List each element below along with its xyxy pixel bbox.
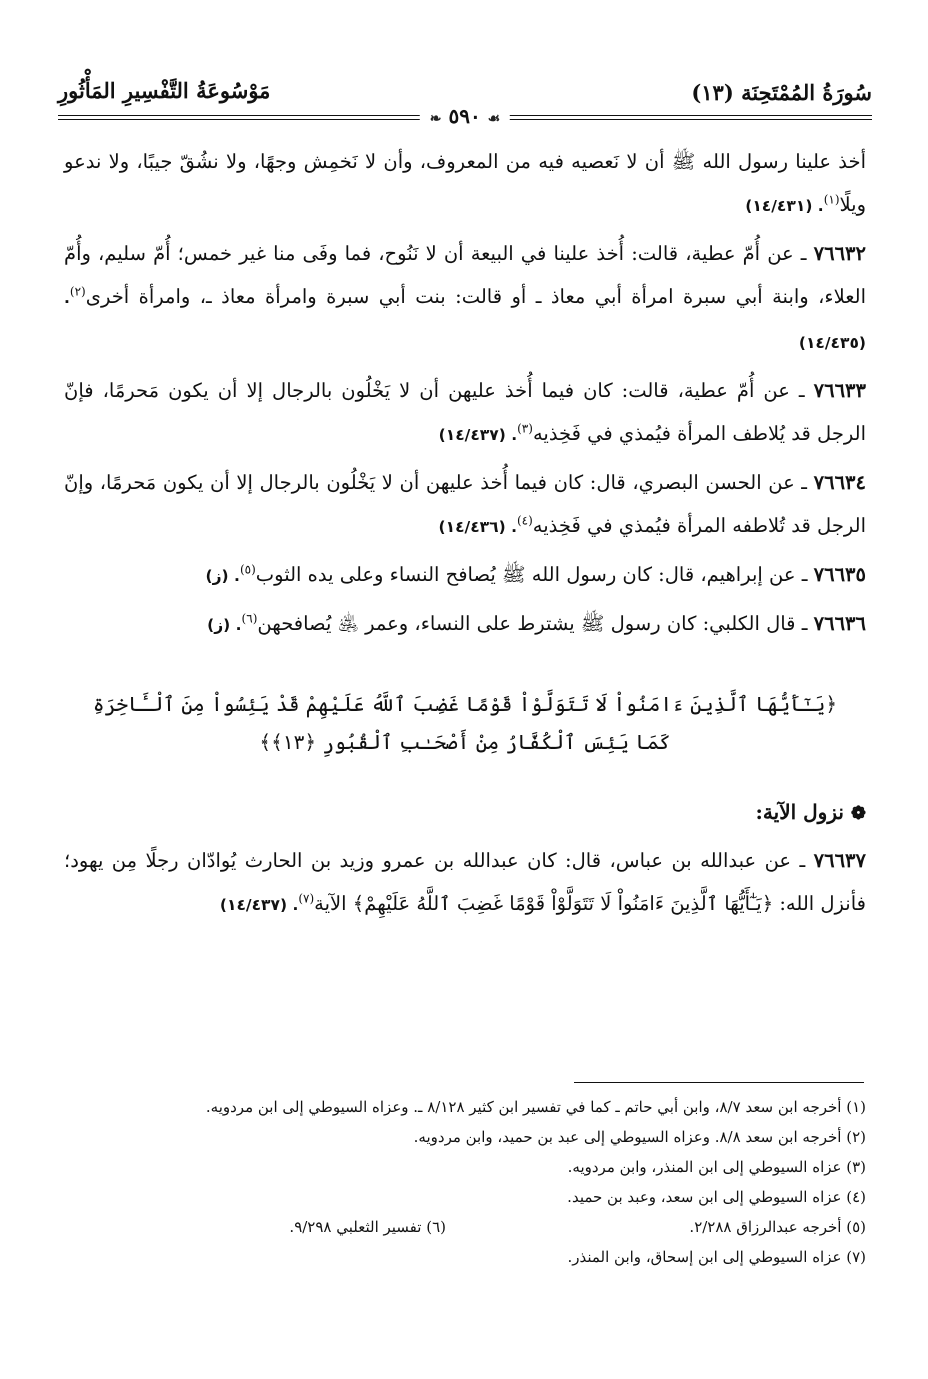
narration-number: ٧٦٦٣٤ <box>813 471 866 494</box>
footnote-7: (٧) عزاه السيوطي إلى ابن إسحاق، وابن المنذر. <box>567 1248 866 1266</box>
footnote-separator <box>574 1082 864 1083</box>
page-header <box>58 74 872 128</box>
footnote-marker[interactable]: (٥) <box>239 562 256 577</box>
paragraph-text: ـ عن إبراهيم، قال: كان رسول الله ﷺ يُصافح النساء وعلى يده الثوب <box>255 563 814 586</box>
footnote-marker[interactable]: (٤) <box>516 513 533 528</box>
quran-verse <box>64 685 866 761</box>
source-reference: . (١٤/٤٣٧) <box>219 896 299 914</box>
paragraph-text: ـ عن الحسن البصري، قال: كان فيما أُخذ عليهن أن لا يَخْلُون بالرجال إلا أن يكون مَحرمًا، وإنّ الرجل قد تُلاطفه المرأة فيُمذي في فَخِذيه <box>64 471 866 537</box>
source-reference: . (١٤/٤٣٧) <box>438 426 518 444</box>
book-title: مَوْسُوعَةُ التَّفْسِيرِ المَأْثُورِ <box>58 78 271 103</box>
narration-number: ٧٦٦٣٢ <box>813 242 866 265</box>
footnote-marker[interactable]: (٣) <box>517 421 533 436</box>
narration-number: ٧٦٦٣٥ <box>813 563 866 586</box>
footnote-5: (٥) أخرجه عبدالرزاق ٢/٢٨٨. <box>689 1218 866 1236</box>
narration-number: ٧٦٦٣٦ <box>813 612 866 635</box>
surah-title: سُورَةُ المُمْتَحِنَة (١٣) <box>691 80 872 105</box>
section-title: نزول الآية: <box>755 800 844 824</box>
footnote-marker[interactable]: (٦) <box>241 611 258 626</box>
source-reference: . (ز) <box>207 616 242 634</box>
paragraph-text: ـ قال الكلبي: كان رسول ﷺ يشترط على النساء، وعمر ﵁ يُصافحهن <box>257 612 814 635</box>
page-number: ٥٩٠ <box>448 104 481 128</box>
narration-paragraph <box>64 602 866 647</box>
source-reference: . (١٤/٤٣٦) <box>438 518 517 536</box>
footnote-2: (٢) أخرجه ابن سعد ٨/٨. وعزاه السيوطي إلى عبد بن حميد، وابن مردويه. <box>413 1128 866 1146</box>
section-heading <box>64 791 866 835</box>
paragraph-continued <box>64 140 866 228</box>
verse-line-2: كَمَا يَئِسَ ٱلْكُفَّارُ مِنْ أَصْحَـٰبِ ٱلْقُبُورِ ﴿١٣﴾﴾ <box>259 730 671 754</box>
ornament-icon: ❧ <box>429 111 442 127</box>
footnote-marker[interactable]: (٢) <box>69 284 86 299</box>
flower-ornament-icon: ❁ <box>850 803 866 824</box>
source-reference: . (١٤/٤٣٥) <box>64 289 866 352</box>
narration-paragraph <box>64 232 866 365</box>
source-reference: . (ز) <box>205 567 240 585</box>
paragraph-text: ـ عن أُمّ عطية، قالت: أُخذ علينا في البيعة أن لا نَنُوح، فما وفَى منا غير خمس؛ أُمّ سليم، وأُمّ العلاء، وابنة أبي سبرة امرأة أبي معاذ ـ أو قالت: بنت أبي سبرة وامرأة معاذ ـ، وامرأة أخرى <box>64 242 866 308</box>
narration-paragraph <box>64 839 866 927</box>
page-number-box <box>420 104 510 128</box>
footnote-marker[interactable]: (١) <box>823 192 840 207</box>
main-text <box>64 140 866 931</box>
footnote-row <box>64 1212 866 1242</box>
narration-paragraph <box>64 369 866 457</box>
narration-paragraph <box>64 553 866 598</box>
narration-number: ٧٦٦٣٣ <box>813 379 866 402</box>
footnote-3: (٣) عزاه السيوطي إلى ابن المنذر، وابن مردويه. <box>567 1158 866 1176</box>
ornament-icon: ☙ <box>487 111 501 127</box>
paragraph-text: أخذ علينا رسول الله ﷺ أن لا نَعصيه فيه من المعروف، وأن لا نَخمِش وجهًا، ولا نشُقّ جيبًا، ولا ندعو ويلًا <box>64 150 866 216</box>
footnotes <box>64 1092 866 1272</box>
footnote-4: (٤) عزاه السيوطي إلى ابن سعد، وعبد بن حميد. <box>567 1188 866 1206</box>
footnote-marker[interactable]: (٧) <box>298 891 315 906</box>
source-reference: . (١٤/٤٣١) <box>745 197 824 215</box>
footnote-6: (٦) تفسير الثعلبي ٩/٢٩٨. <box>289 1218 446 1236</box>
paragraph-text: ـ عن عبدالله بن عباس، قال: كان عبدالله بن عمرو وزيد بن الحارث يُوادّان رجلًا مِن يهود؛ فأنزل الله: ﴿يَـٰٓأَيُّهَا ٱلَّذِينَ ءَامَنُواْ لَا تَتَوَلَّوْاْ قَوْمًا غَضِبَ ٱللَّهُ عَلَيْهِمْ﴾ الآية <box>64 849 866 915</box>
narration-number: ٧٦٦٣٧ <box>813 849 866 872</box>
footnote-1: (١) أخرجه ابن سعد ٨/٧، وابن أبي حاتم ـ كما في تفسير ابن كثير ٨/١٢٨ ـ. وعزاه السيوطي إلى ابن مردويه. <box>205 1098 866 1116</box>
verse-line-1: ﴿يَـٰٓأَيُّهَا ٱلَّذِينَ ءَامَنُواْ لَا تَتَوَلَّوْاْ قَوْمًا غَضِبَ ٱللَّهُ عَلَيْهِمْ قَدْ يَئِسُواْ مِنَ ٱلْـَٔاخِرَةِ <box>92 692 838 716</box>
paragraph-text: ـ عن أُمّ عطية، قالت: كان فيما أُخذ عليهن أن لا يَخْلُون بالرجال إلا أن يكون مَحرمًا، فإنّ الرجل قد يُلاطف المرأة فيُمذي في فَخِذيه <box>64 379 866 445</box>
narration-paragraph <box>64 461 866 549</box>
